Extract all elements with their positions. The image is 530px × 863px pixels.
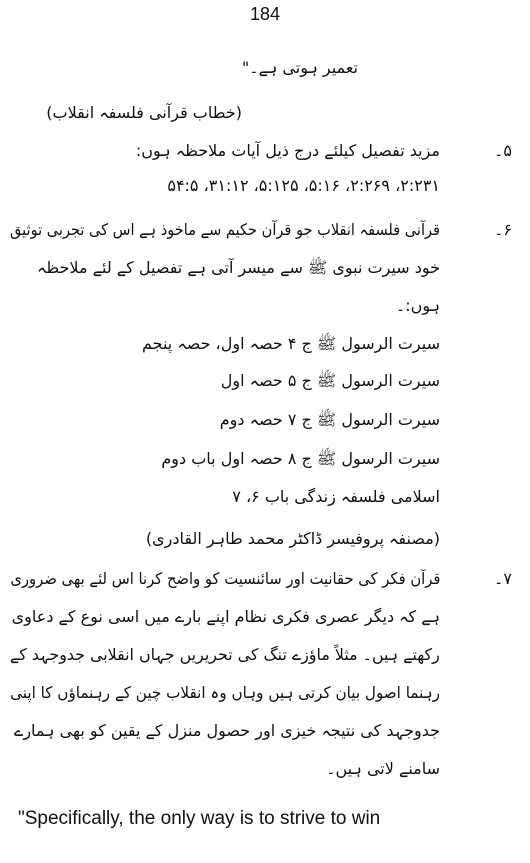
- footnote-6-line-3: ہوں:۔: [395, 296, 440, 315]
- english-quote-line: "Specifically, the only way is to strive to win: [18, 808, 381, 829]
- quote-closing-line: تعمیر ہوتی ہے۔": [241, 58, 358, 77]
- footnote-7-line-5: جدوجہد کی نتیجہ خیزی اور حصول منزل کے یقین کو بھی ہمارے: [13, 721, 440, 740]
- footnote-number-5: ۵۔: [494, 141, 512, 160]
- footnote-6-line-2: خود سیرت نبوی ﷺ سے میسر آتی ہے تفصیل کے لئے ملاحظہ: [37, 258, 440, 277]
- author-credit: (مصنفہ پروفیسر ڈاکٹر محمد طاہر القادری): [145, 529, 440, 548]
- citation-khitab: (خطاب قرآنی فلسفہ انقلاب): [46, 103, 242, 122]
- footnote-5-verses: ۲:۲۳۱، ۲:۲۶۹، ۵:۱۶، ۵:۱۲۵، ۳۱:۱۲، ۵۴:۵: [167, 176, 440, 195]
- footnote-number-6: ۶۔: [494, 220, 512, 239]
- page-number: 184: [249, 4, 281, 24]
- reference-seerat-5: سیرت الرسول ﷺ ج ۵ حصہ اول: [220, 371, 440, 390]
- footnote-7-line-4: رہنما اصول بیان کرتی ہیں وہاں وہ انقلاب چین کے رہنماؤں کا اپنی: [10, 683, 440, 702]
- footnote-7-line-6: سامنے لاتی ہیں۔: [326, 759, 440, 778]
- reference-islami-falsafa: اسلامی فلسفہ زندگی باب ۶، ۷: [232, 487, 440, 506]
- footnote-5-text: مزید تفصیل کیلئے درج ذیل آیات ملاحظہ ہوں:: [135, 141, 440, 160]
- footnote-7-line-3: رکھتے ہیں۔ مثلاً ماؤزے تنگ کی تحریریں جہاں انقلابی جدوجہد کے: [10, 645, 440, 664]
- reference-seerat-8: سیرت الرسول ﷺ ج ۸ حصہ اول باب دوم: [161, 449, 440, 468]
- footnote-7-line-1: قرآن فکر کی حقانیت اور سائنسیت کو واضح کرنا اس لئے بھی ضروری: [9, 569, 440, 588]
- footnote-7-line-2: ہے کہ دیگر عصری فکری نظام اپنے بارے میں اسی نوع کے دعاوی: [11, 607, 440, 626]
- reference-seerat-4: سیرت الرسول ﷺ ج ۴ حصہ اول، حصہ پنجم: [141, 334, 440, 353]
- reference-seerat-7: سیرت الرسول ﷺ ج ۷ حصہ دوم: [219, 410, 440, 429]
- footnote-number-7: ۷۔: [494, 569, 512, 588]
- footnote-6-line-1: قرآنی فلسفہ انقلاب جو قرآن حکیم سے ماخوذ ہے اس کی تجربی توثیق: [10, 220, 440, 239]
